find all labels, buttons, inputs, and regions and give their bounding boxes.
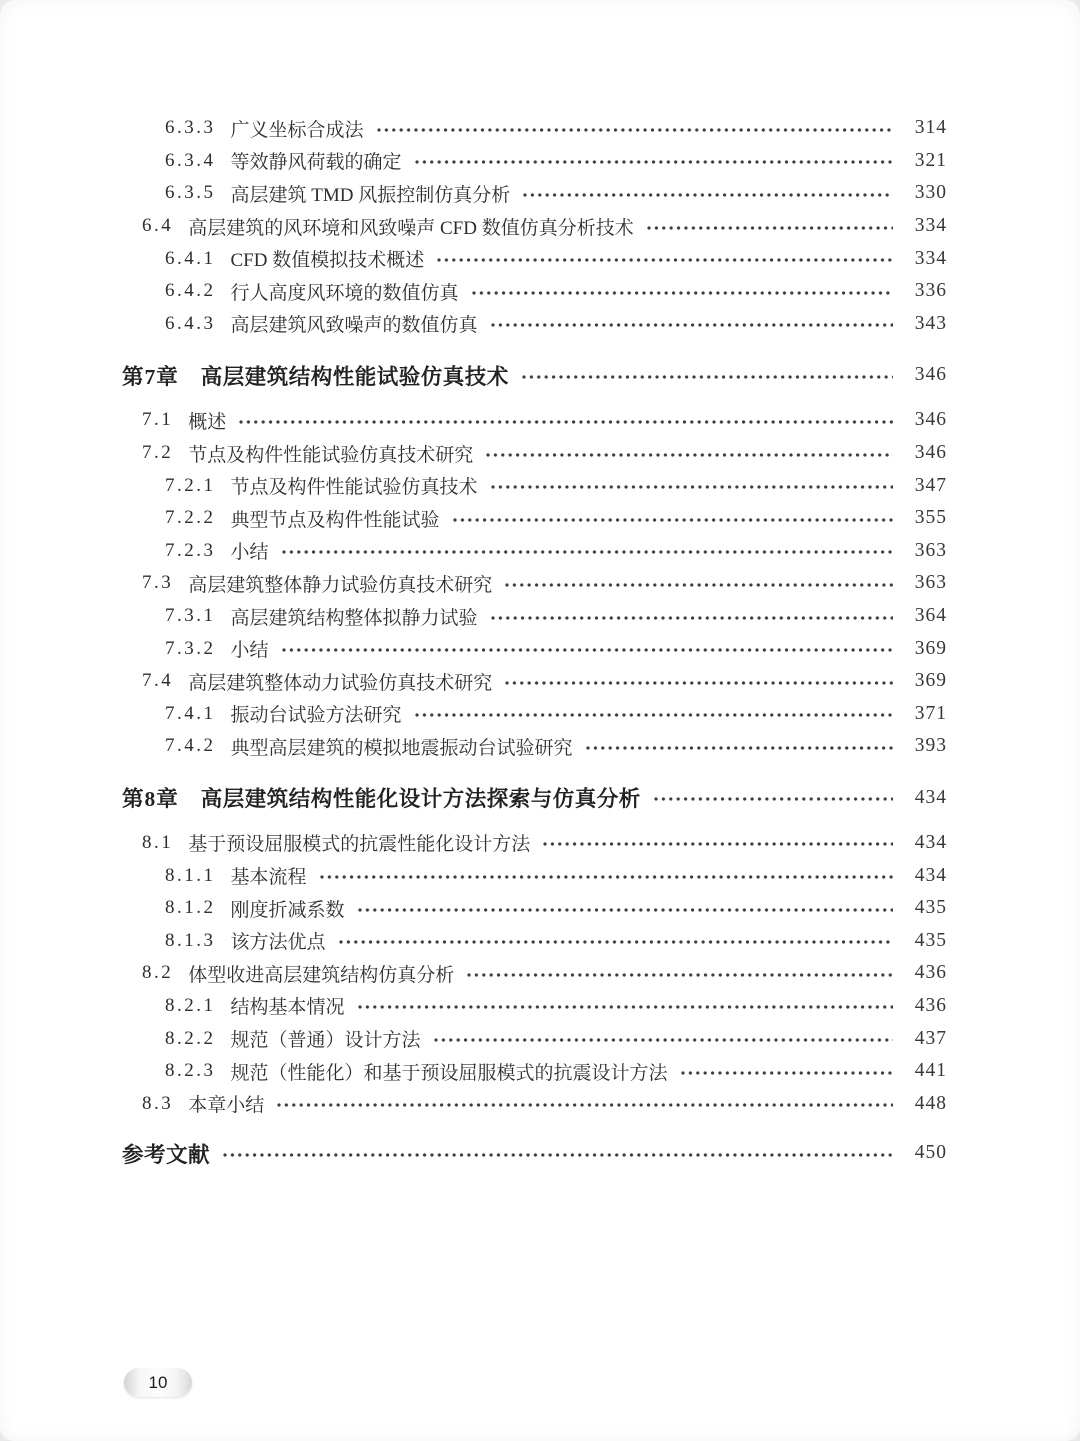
- toc-entry: [122, 535, 947, 568]
- dot-leader: [338, 939, 893, 945]
- toc-entry: [122, 210, 947, 243]
- entry-page-number: 448: [914, 1092, 947, 1114]
- entry-page-number: 434: [914, 831, 947, 853]
- dot-leader: [646, 225, 893, 231]
- page-number-pill: [124, 1368, 192, 1397]
- entry-number: 7.2.2: [165, 507, 216, 529]
- entry-number: 8.1.3: [165, 929, 216, 951]
- entry-page-number: 343: [914, 312, 947, 334]
- dot-leader: [585, 745, 893, 751]
- entry-page-number: 321: [914, 149, 947, 171]
- dot-leader: [504, 680, 893, 686]
- entry-number: 6.3.3: [165, 117, 216, 139]
- toc-entry: [122, 308, 947, 341]
- entry-page-number: 450: [914, 1142, 947, 1164]
- toc-entry: [122, 145, 947, 178]
- entry-number: 7.4.1: [165, 702, 216, 724]
- entry-title: 高层建筑整体静力试验仿真技术研究: [188, 574, 493, 596]
- entry-page-number: 336: [914, 280, 947, 302]
- entry-number: 7.2.1: [165, 474, 216, 496]
- toc-entry: [122, 502, 947, 535]
- entry-number: 8.1.1: [165, 864, 216, 886]
- dot-leader: [680, 1070, 893, 1076]
- entry-title: 振动台试验方法研究: [230, 705, 402, 727]
- entry-number: 7.2: [142, 442, 174, 464]
- dot-leader: [452, 517, 893, 523]
- dot-leader: [376, 127, 893, 133]
- entry-page-number: 371: [914, 702, 947, 724]
- entry-title: 基本流程: [230, 867, 307, 889]
- entry-title: 参考文献: [122, 1142, 211, 1167]
- entry-title: 规范（普通）设计方法: [230, 1030, 421, 1052]
- dot-leader: [521, 374, 893, 380]
- dot-leader: [433, 1037, 893, 1043]
- dot-leader: [504, 582, 893, 588]
- entry-page-number: 435: [914, 929, 947, 951]
- toc-entry: [122, 698, 947, 731]
- entry-number: 8.1.2: [165, 897, 216, 919]
- dot-leader: [466, 972, 893, 978]
- entry-number: 7.2.3: [165, 539, 216, 561]
- dot-leader: [414, 712, 893, 718]
- entry-title: 广义坐标合成法: [230, 119, 364, 141]
- dot-leader: [414, 159, 893, 165]
- entry-number: 7.4: [142, 670, 174, 692]
- dot-leader: [542, 841, 893, 847]
- entry-page-number: 436: [914, 962, 947, 984]
- entry-page-number: 346: [914, 442, 947, 464]
- entry-number: 7.3.2: [165, 637, 216, 659]
- entry-page-number: 334: [914, 247, 947, 269]
- entry-number: 8.1: [142, 831, 174, 853]
- entry-page-number: 441: [914, 1060, 947, 1082]
- entry-page-number: 334: [914, 215, 947, 237]
- entry-page-number: 364: [914, 605, 947, 627]
- dot-leader: [281, 549, 893, 555]
- toc-entry: [122, 957, 947, 990]
- entry-number: 8.3: [142, 1092, 174, 1114]
- toc-entry: [122, 1133, 947, 1173]
- entry-title: 该方法优点: [230, 932, 326, 954]
- toc-entry: [122, 827, 947, 860]
- entry-title: 高层建筑的风环境和风致噪声 CFD 数值仿真分析技术: [188, 217, 634, 239]
- entry-page-number: 355: [914, 507, 947, 529]
- entry-title: 高层建筑结构整体拟静力试验: [230, 607, 478, 629]
- entry-number: 第8章: [122, 787, 179, 812]
- dot-leader: [653, 796, 893, 802]
- dot-leader: [238, 419, 893, 425]
- dot-leader: [436, 257, 893, 263]
- entry-number: 7.3: [142, 572, 174, 594]
- entry-title: 高层建筑整体动力试验仿真技术研究: [188, 672, 493, 694]
- entry-title: 小结: [230, 640, 269, 662]
- entry-number: 8.2.3: [165, 1060, 216, 1082]
- entry-page-number: 363: [914, 539, 947, 561]
- toc-entry: [122, 778, 947, 818]
- entry-number: 8.2: [142, 962, 174, 984]
- entry-page-number: 346: [914, 364, 947, 386]
- entry-title: 体型收进高层建筑结构仿真分析: [188, 964, 455, 986]
- entry-title: 基于预设屈服模式的抗震性能化设计方法: [188, 834, 531, 856]
- dot-leader: [319, 874, 893, 880]
- entry-page-number: 330: [914, 182, 947, 204]
- entry-title: 高层建筑结构性能化设计方法探索与仿真分析: [200, 787, 641, 812]
- entry-title: CFD 数值模拟技术概述: [230, 250, 425, 272]
- toc-entry: [122, 437, 947, 470]
- toc-entry: [122, 859, 947, 892]
- entry-page-number: 436: [914, 994, 947, 1016]
- dot-leader: [357, 1004, 893, 1010]
- entry-number: 7.1: [142, 409, 174, 431]
- toc-entry: [122, 990, 947, 1023]
- entry-title: 行人高度风环境的数值仿真: [230, 282, 459, 304]
- toc-entry: [122, 730, 947, 763]
- toc-entry: [122, 242, 947, 275]
- dot-leader: [490, 484, 893, 490]
- entry-title: 小结: [230, 542, 269, 564]
- entry-title: 刚度折减系数: [230, 899, 345, 921]
- entry-title: 典型高层建筑的模拟地震振动台试验研究: [230, 737, 573, 759]
- entry-title: 高层建筑结构性能试验仿真技术: [200, 364, 509, 389]
- dot-leader: [490, 322, 893, 328]
- toc-entry: [122, 355, 947, 395]
- entry-number: 8.2.1: [165, 994, 216, 1016]
- entry-title: 节点及构件性能试验仿真技术: [230, 477, 478, 499]
- toc-entry: [122, 1022, 947, 1055]
- toc-entry: [122, 924, 947, 957]
- entry-page-number: 435: [914, 897, 947, 919]
- toc-entry: [122, 665, 947, 698]
- toc-entry: [122, 469, 947, 502]
- toc-entry: [122, 892, 947, 925]
- entry-page-number: 393: [914, 735, 947, 757]
- toc-list: [122, 112, 947, 1182]
- dot-leader: [281, 647, 893, 653]
- dot-leader: [490, 615, 893, 621]
- entry-page-number: 346: [914, 409, 947, 431]
- entry-title: 概述: [188, 411, 227, 433]
- dot-leader: [357, 907, 893, 913]
- entry-title: 规范（性能化）和基于预设屈服模式的抗震设计方法: [230, 1062, 668, 1084]
- dot-leader: [471, 290, 893, 296]
- toc-entry: [122, 1055, 947, 1088]
- entry-title: 高层建筑风致噪声的数值仿真: [230, 315, 478, 337]
- entry-title: 节点及构件性能试验仿真技术研究: [188, 444, 474, 466]
- entry-title: 结构基本情况: [230, 997, 345, 1019]
- dot-leader: [276, 1102, 893, 1108]
- toc-entry: [122, 112, 947, 145]
- page-number: 10: [148, 1372, 168, 1392]
- entry-number: 6.4.3: [165, 312, 216, 334]
- toc-entry: [122, 404, 947, 437]
- entry-number: 7.3.1: [165, 605, 216, 627]
- entry-page-number: 434: [914, 864, 947, 886]
- entry-number: 7.4.2: [165, 735, 216, 757]
- toc-entry: [122, 567, 947, 600]
- entry-page-number: 369: [914, 670, 947, 692]
- entry-number: 6.3.5: [165, 182, 216, 204]
- dot-leader: [222, 1152, 893, 1158]
- toc-entry: [122, 632, 947, 665]
- entry-number: 第7章: [122, 364, 179, 389]
- entry-number: 6.3.4: [165, 149, 216, 171]
- entry-page-number: 369: [914, 637, 947, 659]
- entry-title: 本章小结: [188, 1095, 265, 1117]
- toc-entry: [122, 600, 947, 633]
- toc-entry: [122, 1087, 947, 1120]
- entry-page-number: 437: [914, 1027, 947, 1049]
- entry-page-number: 347: [914, 474, 947, 496]
- toc-entry: [122, 177, 947, 210]
- entry-number: 8.2.2: [165, 1027, 216, 1049]
- entry-number: 6.4: [142, 215, 174, 237]
- entry-page-number: 434: [914, 786, 947, 808]
- entry-title: 等效静风荷载的确定: [230, 152, 402, 174]
- dot-leader: [485, 452, 893, 458]
- entry-page-number: 363: [914, 572, 947, 594]
- entry-title: 高层建筑 TMD 风振控制仿真分析: [230, 184, 511, 206]
- entry-title: 典型节点及构件性能试验: [230, 509, 440, 531]
- dot-leader: [522, 192, 893, 198]
- entry-number: 6.4.1: [165, 247, 216, 269]
- toc-entry: [122, 275, 947, 308]
- entry-number: 6.4.2: [165, 280, 216, 302]
- entry-page-number: 314: [914, 117, 947, 139]
